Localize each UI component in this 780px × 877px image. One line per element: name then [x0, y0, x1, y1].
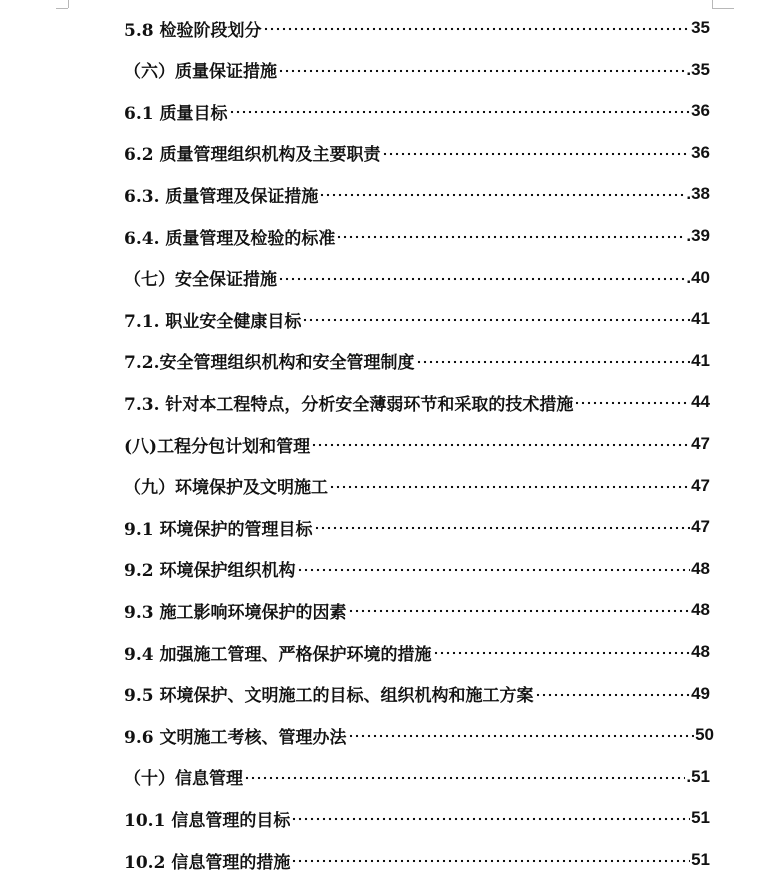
- toc-entry-title: 9.5 环境保护、文明施工的目标、组织机构和施工方案: [124, 686, 534, 707]
- toc-entry-page-number: 51: [691, 850, 710, 869]
- toc-entry-page-number: 48: [691, 558, 710, 578]
- toc-entry-title: 5.8 检验阶段划分: [124, 20, 262, 41]
- toc-entry-title: （九）环境保护及文明施工: [124, 478, 328, 499]
- toc-entry[interactable]: [124, 53, 710, 87]
- toc-entry-page-number: 47: [691, 434, 710, 453]
- toc-entry-page-number: 36: [691, 101, 710, 121]
- toc-entry[interactable]: [124, 177, 710, 211]
- toc-entry[interactable]: [124, 427, 710, 461]
- toc-dot-leader: [244, 776, 685, 780]
- toc-entry[interactable]: [124, 261, 710, 295]
- toc-dot-leader: [433, 651, 691, 655]
- left-margin-mark: [68, 0, 69, 8]
- toc-entry[interactable]: [124, 94, 710, 128]
- toc-entry-title: 6.2 质量管理组织机构及主要职责: [124, 145, 381, 166]
- toc-entry[interactable]: [124, 635, 710, 669]
- toc-dot-leader: [336, 235, 685, 239]
- right-margin-mark-horizontal: [712, 8, 734, 9]
- toc-entry[interactable]: [124, 593, 710, 627]
- toc-entry[interactable]: [124, 760, 710, 794]
- toc-entry-title: 9.6 文明施工考核、管理办法: [124, 727, 347, 748]
- toc-dot-leader: [278, 69, 685, 73]
- toc-entry[interactable]: [124, 219, 710, 253]
- left-margin-mark-horizontal: [56, 8, 68, 9]
- toc-entry[interactable]: [124, 718, 714, 752]
- toc-entry-title: 7.2.安全管理组织机构和安全管理制度: [124, 353, 415, 374]
- toc-entry-title: 9.3 施工影响环境保护的因素: [124, 602, 347, 623]
- toc-dot-leader: [278, 277, 685, 281]
- toc-dot-leader: [297, 568, 691, 572]
- toc-entry-page-number: 44: [691, 392, 710, 412]
- toc-entry-title: （七）安全保证措施: [124, 270, 277, 291]
- toc-entry-page-number: .38: [686, 184, 710, 204]
- toc-entry-page-number: 50: [695, 725, 714, 745]
- toc-entry-title: 9.1 环境保护的管理目标: [124, 519, 313, 540]
- toc-entry-page-number: .40: [686, 267, 710, 287]
- toc-dot-leader: [329, 485, 690, 489]
- toc-entry-page-number: .51: [686, 766, 710, 786]
- toc-entry-title: （十）信息管理: [124, 769, 243, 790]
- toc-dot-leader: [348, 609, 691, 613]
- toc-entry-page-number: 41: [691, 309, 710, 329]
- toc-entry-page-number: .35: [686, 59, 710, 79]
- toc-dot-leader: [311, 443, 690, 447]
- toc-dot-leader: [314, 526, 691, 530]
- toc-entry-title: （六）质量保证措施: [124, 62, 277, 83]
- toc-entry[interactable]: [124, 469, 710, 503]
- toc-entry[interactable]: [124, 552, 710, 586]
- toc-entry-page-number: 47: [691, 517, 710, 537]
- toc-dot-leader: [416, 360, 691, 364]
- toc-entry[interactable]: [124, 385, 710, 419]
- toc-entry-page-number: 36: [691, 142, 710, 162]
- toc-entry-title: 10.2 信息管理的措施: [124, 852, 291, 873]
- toc-entry-title: 10.1 信息管理的目标: [124, 810, 291, 831]
- toc-dot-leader: [535, 693, 691, 697]
- toc-entry-title: 6.4. 质量管理及检验的标准: [124, 228, 336, 249]
- toc-entry-page-number: 35: [691, 18, 710, 37]
- toc-entry[interactable]: [124, 801, 710, 835]
- toc-entry-page-number: .39: [686, 226, 710, 245]
- toc-entry[interactable]: [124, 843, 710, 877]
- toc-entry[interactable]: [124, 510, 710, 544]
- toc-entry[interactable]: [124, 11, 710, 45]
- toc-entry-title: (八)工程分包计划和管理: [124, 436, 311, 457]
- toc-entry-title: 7.3. 针对本工程特点，分析安全薄弱环节和采取的技术措施: [124, 394, 574, 415]
- toc-entry-title: 9.4 加强施工管理、严格保护环境的措施: [124, 644, 432, 665]
- toc-dot-leader: [302, 318, 690, 322]
- toc-entry[interactable]: [124, 136, 710, 170]
- toc-entry-title: 6.1 质量目标: [124, 103, 228, 124]
- toc-entry[interactable]: [124, 302, 710, 336]
- toc-entry-page-number: 47: [691, 475, 710, 495]
- right-margin-mark: [712, 0, 713, 8]
- toc-entry-title: 9.2 环境保护组织机构: [124, 561, 296, 582]
- toc-dot-leader: [319, 193, 685, 197]
- toc-dot-leader: [229, 110, 691, 114]
- toc-entry[interactable]: [124, 677, 710, 711]
- toc-dot-leader: [574, 401, 690, 405]
- toc-dot-leader: [348, 734, 695, 738]
- toc-dot-leader: [382, 152, 691, 156]
- toc-entry-title: 7.1. 职业安全健康目标: [124, 311, 302, 332]
- toc-entry-page-number: 51: [691, 808, 710, 828]
- toc-entry[interactable]: [124, 344, 710, 378]
- toc-entry-title: 6.3. 质量管理及保证措施: [124, 186, 319, 207]
- toc-dot-leader: [291, 817, 690, 821]
- toc-entry-page-number: 41: [691, 350, 710, 370]
- toc-entry-page-number: 49: [691, 683, 710, 703]
- toc-dot-leader: [263, 27, 691, 31]
- toc-dot-leader: [291, 859, 690, 863]
- toc-entry-page-number: 48: [691, 642, 710, 661]
- toc-entry-page-number: 48: [691, 600, 710, 620]
